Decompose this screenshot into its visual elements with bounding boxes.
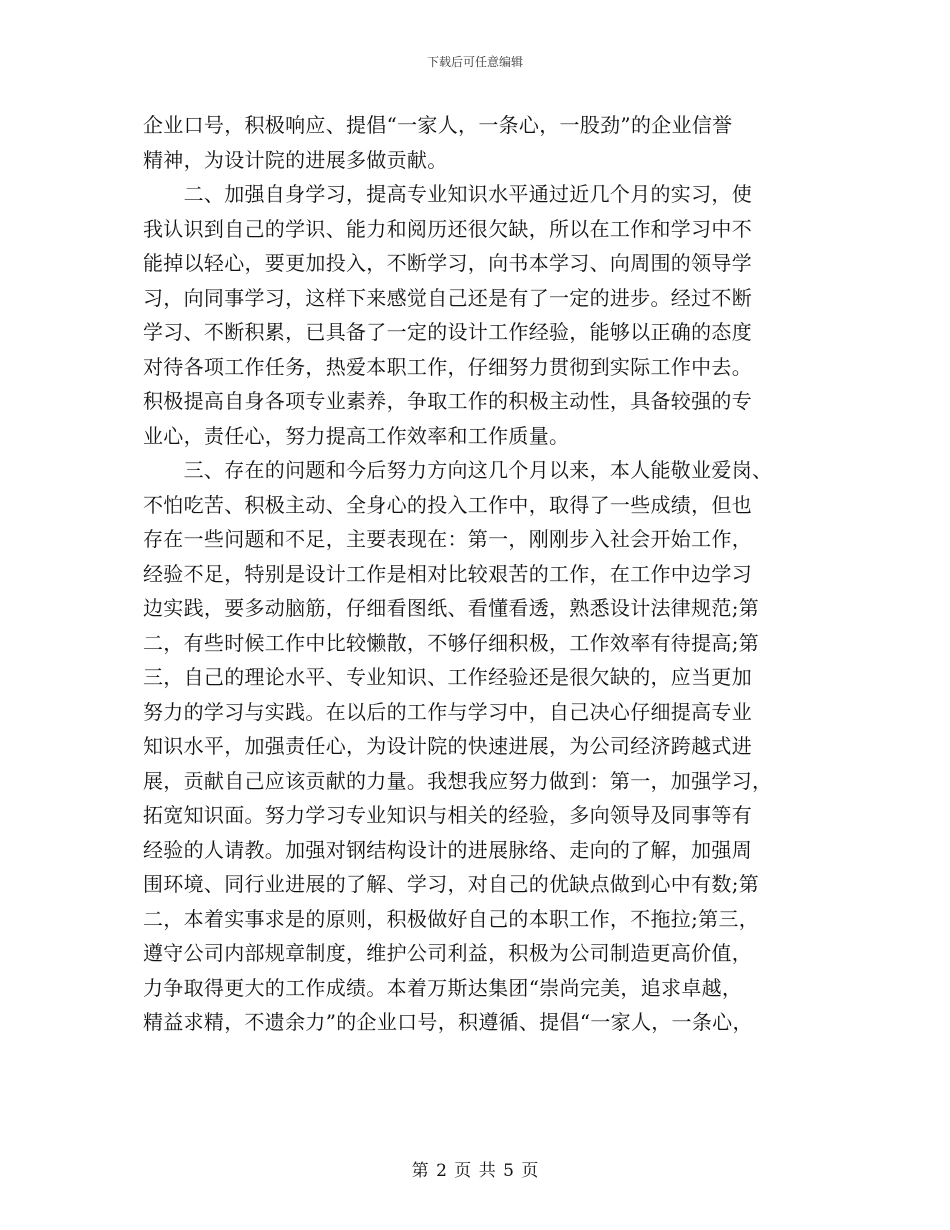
- text-line: 对待各项工作任务，热爱本职工作，仔细努力贯彻到实际工作中去。: [143, 354, 752, 379]
- text-line: 存在一些问题和不足，主要表现在：第一，刚刚步入社会开始工作，: [143, 527, 752, 551]
- text-line: 围环境、同行业进展的了解、学习，对自己的优缺点做到心中有数;第: [143, 872, 760, 896]
- text-line: 能掉以轻心，要更加投入，不断学习，向书本学习、向周围的领导学: [143, 251, 752, 275]
- text-line: 知识水平，加强责任心，为设计院的快速进展，为公司经济跨越式进: [143, 734, 752, 758]
- text-line: 企业口号，积极响应、提倡“一家人，一条心，一股劲”的企业信誉: [143, 113, 733, 137]
- text-line: 我认识到自己的学识、能力和阅历还很欠缺，所以在工作和学习中不: [143, 216, 752, 241]
- text-line: 积极提高自身各项专业素养，争取工作的积极主动性，具备较强的专: [143, 389, 752, 413]
- text-line: 遵守公司内部规章制度，维护公司利益，积极为公司制造更高价值，: [143, 941, 752, 965]
- text-line: 拓宽知识面。努力学习专业知识与相关的经验，多向领导及同事等有: [143, 803, 752, 827]
- text-line: 展，贡献自己应该贡献的力量。我想我应努力做到：第一，加强学习，: [143, 768, 773, 793]
- text-line: 精益求精，不遗余力”的企业口号，积遵循、提倡“一家人，一条心，: [143, 1010, 753, 1034]
- text-line: 边实践，要多动脑筋，仔细看图纸、看懂看透，熟悉设计法律规范;第: [143, 596, 760, 620]
- text-line: 精神，为设计院的进展多做贡献。: [143, 147, 448, 172]
- text-line: 三、存在的问题和今后努力方向这几个月以来，本人能敬业爱岗、: [143, 458, 773, 482]
- text-line: 二、加强自身学习，提高专业知识水平通过近几个月的实习，使: [143, 182, 752, 206]
- text-line: 二，本着实事求是的原则，积极做好自己的本职工作，不拖拉;第三，: [143, 906, 760, 931]
- text-line: 力争取得更大的工作成绩。本着万斯达集团“崇尚完美，追求卓越，: [143, 975, 743, 1000]
- text-line: 三，自己的理论水平、专业知识、工作经验还是很欠缺的，应当更加: [143, 665, 752, 689]
- text-line: 业心，责任心，努力提高工作效率和工作质量。: [143, 423, 570, 448]
- text-line: 二，有些时候工作中比较懒散，不够仔细积极，工作效率有待提高;第: [143, 630, 760, 655]
- text-line: 不怕吃苦、积极主动、全身心的投入工作中，取得了一些成绩，但也: [143, 492, 752, 517]
- text-line: 学习、不断积累，已具备了一定的设计工作经验，能够以正确的态度: [143, 320, 752, 344]
- page-footer: 第 2 页 共 5 页: [411, 1161, 539, 1181]
- text-line: 习，向同事学习，这样下来感觉自己还是有了一定的进步。经过不断: [143, 285, 752, 310]
- page-header: 下载后可任意编辑: [426, 55, 523, 69]
- document-body: [143, 108, 811, 1040]
- text-line: 经验不足，特别是设计工作是相对比较艰苦的工作，在工作中边学习: [143, 561, 752, 586]
- text-line: 经验的人请教。加强对钢结构设计的进展脉络、走向的了解，加强周: [143, 837, 752, 862]
- text-line: 努力的学习与实践。在以后的工作与学习中，自己决心仔细提高专业: [143, 699, 752, 724]
